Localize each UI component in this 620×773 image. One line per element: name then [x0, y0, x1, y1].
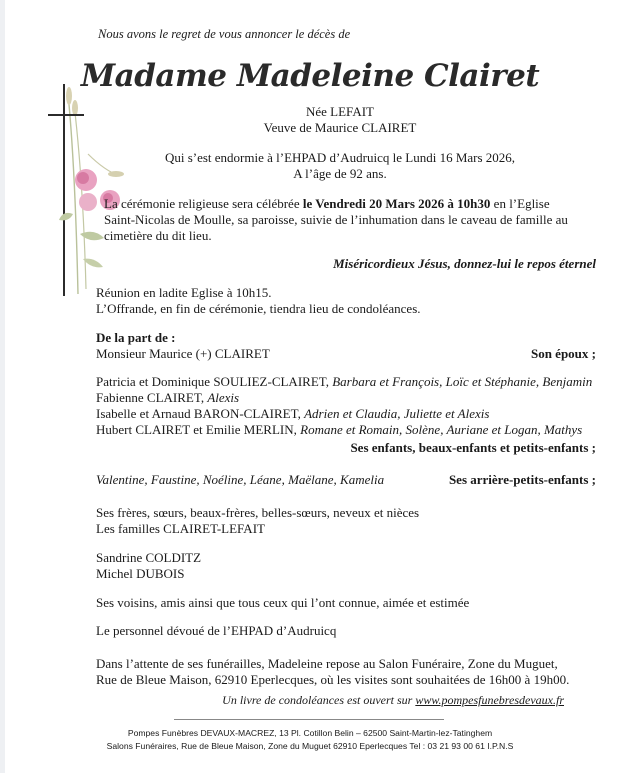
prayer: Miséricordieux Jésus, donnez-lui le repos éternel — [333, 256, 596, 271]
waiting-line-1: Dans l’attente de ses funérailles, Madeleine repose au Salon Funéraire, Zone du Muguet, — [96, 656, 558, 671]
friend-name: Sandrine COLDITZ — [96, 550, 202, 565]
child-name: Hubert CLAIRET et Emilie MERLIN, — [96, 422, 301, 437]
friend-name: Michel DUBOIS — [96, 566, 185, 581]
condolence-text: Un livre de condoléances est ouvert sur — [222, 693, 416, 707]
child-row — [96, 406, 489, 422]
deceased-name: Madame Madeleine Clairet — [80, 58, 540, 94]
child-row — [96, 422, 582, 438]
child-name: Isabelle et Arnaud BARON-CLAIRET, — [96, 406, 305, 421]
intro-text: Nous avons le regret de vous annoncer le décès de — [98, 27, 351, 41]
child-name: Fabienne CLAIRET, — [96, 390, 208, 405]
husband-name: Monsieur Maurice (+) CLAIRET — [96, 346, 270, 361]
footer-line-1: Pompes Funèbres DEVAUX-MACREZ, 13 Pl. Cotillon Belin – 62500 Saint-Martin-lez-Tatinghem — [127, 728, 493, 738]
ceremony-place: en l’Eglise — [490, 196, 550, 211]
reunion-text: Réunion en ladite Eglise à 10h15. — [96, 285, 272, 300]
great-grandchildren-role: Ses arrière-petits-enfants ; — [448, 472, 596, 487]
grandchildren: Alexis — [207, 390, 240, 405]
ceremony-line-1 — [104, 196, 550, 212]
ceremony-line-2: Saint-Nicolas de Moulle, sa paroisse, suivie de l’inhumation dans le caveau de famille au — [104, 212, 568, 227]
grandchildren: Romane et Romain, Solène, Auriane et Logan, Mathys — [300, 422, 583, 437]
child-row — [96, 390, 239, 406]
condolence-line — [222, 692, 564, 708]
maiden-name: Née LEFAIT — [306, 104, 374, 119]
death-line-2: A l’âge de 92 ans. — [293, 166, 387, 181]
de-la-part-heading: De la part de : — [96, 330, 176, 345]
neighbors: Ses voisins, amis ainsi que tous ceux qui l’ont connue, aimée et estimée — [96, 595, 470, 610]
child-row — [96, 374, 592, 390]
child-name: Patricia et Dominique SOULIEZ-CLAIRET, — [96, 374, 333, 389]
families: Les familles CLAIRET-LEFAIT — [96, 521, 265, 536]
grandchildren: Barbara et François, Loïc et Stéphanie, Benjamin — [332, 374, 593, 389]
condolence-link[interactable]: www.pompesfunebresdevaux.fr — [415, 693, 564, 707]
great-grandchildren: Valentine, Faustine, Noéline, Léane, Maëlane, Kamelia — [96, 472, 385, 487]
siblings: Ses frères, sœurs, beaux-frères, belles-sœurs, neveux et nièces — [96, 505, 420, 520]
ceremony-date: le Vendredi 20 Mars 2026 à 10h30 — [302, 196, 491, 211]
death-line-1: Qui s’est endormie à l’EHPAD d’Audruicq le Lundi 16 Mars 2026, — [164, 150, 516, 165]
page-edge — [0, 0, 5, 773]
waiting-line-2: Rue de Bleue Maison, 62910 Eperlecques, où les visites sont souhaitées de 16h00 à 19h00. — [96, 672, 570, 687]
staff: Le personnel dévoué de l’EHPAD d’Audruicq — [96, 623, 337, 638]
offrande-text: L’Offrande, en fin de cérémonie, tiendra lieu de condoléances. — [96, 301, 421, 316]
footer-divider — [174, 719, 444, 720]
footer-line-2: Salons Funéraires, Rue de Bleue Maison, Zone du Muguet 62910 Eperlecques Tel : 03 21 93 00 61 I.P.N.S — [106, 741, 514, 751]
children-role: Ses enfants, beaux-enfants et petits-enfants ; — [350, 440, 596, 455]
grandchildren: Adrien et Claudia, Juliette et Alexis — [304, 406, 490, 421]
ceremony-text: La cérémonie religieuse sera célébrée — [104, 196, 303, 211]
widow-of: Veuve de Maurice CLAIRET — [263, 120, 417, 135]
ceremony-line-3: cimetière du dit lieu. — [104, 228, 212, 243]
husband-role: Son époux ; — [530, 346, 596, 361]
